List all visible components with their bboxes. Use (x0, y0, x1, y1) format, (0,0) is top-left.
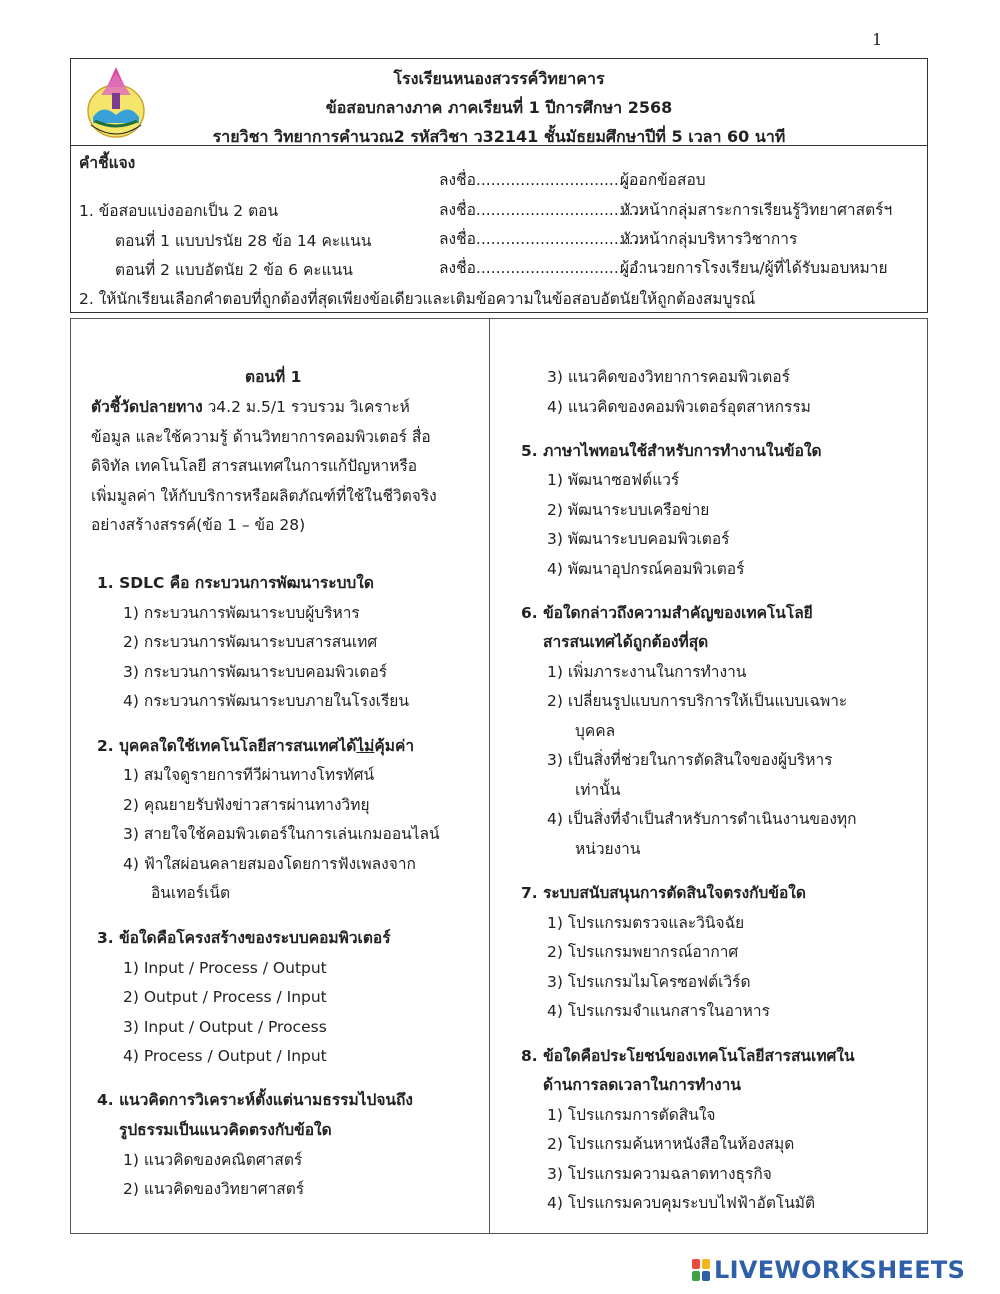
instructions-box (70, 145, 928, 313)
q5-option-3[interactable]: 3) พัฒนาระบบคอมพิวเตอร์ (547, 530, 730, 548)
q2-option-4-cont: อินเทอร์เน็ต (151, 884, 231, 902)
signature-role: หัวหน้ากลุ่มสาระการเรียนรู้วิทยาศาสตร์ฯ (620, 201, 893, 219)
q2-option-3[interactable]: 3) สายใจใช้คอมพิวเตอร์ในการเล่นเกมออนไลน์ (123, 825, 440, 843)
question-1: 1. SDLC คือ กระบวนการพัฒนาระบบใด (97, 574, 374, 592)
q2-option-4[interactable]: 4) ฟ้าใสผ่อนคลายสมองโดยการฟังเพลงจาก (123, 855, 416, 873)
q8-option-4[interactable]: 4) โปรแกรมควบคุมระบบไฟฟ้าอัตโนมัติ (547, 1194, 816, 1212)
q6-option-2-cont: บุคคล (575, 722, 616, 740)
q8-option-1[interactable]: 1) โปรแกรมการตัดสินใจ (547, 1106, 716, 1124)
q7-option-3[interactable]: 3) โปรแกรมไมโครซอฟต์เวิร์ด (547, 973, 751, 991)
question-2: 2. บุคคลใดใช้เทคโนโลยีสารสนเทศได้ไม่คุ้มค่า (97, 737, 415, 755)
liveworksheets-logo (692, 1256, 965, 1284)
q4-option-1[interactable]: 1) แนวคิดของคณิตศาสตร์ (123, 1151, 303, 1169)
q7-option-1[interactable]: 1) โปรแกรมตรวจและวินิจฉัย (547, 914, 745, 932)
column-divider (489, 319, 490, 1233)
q4-option-4[interactable]: 4) แนวคิดของคอมพิวเตอร์อุตสาหกรรม (547, 398, 811, 416)
question-3: 3. ข้อใดคือโครงสร้างของระบบคอมพิวเตอร์ (97, 929, 391, 947)
indicator-line: ข้อมูล และใช้ความรู้ ด้านวิทยาการคอมพิวเตอร์ สื่อ (91, 428, 431, 446)
q8-option-3[interactable]: 3) โปรแกรมความฉลาดทางธุรกิจ (547, 1165, 772, 1183)
instruction-part-2: ตอนที่ 2 แบบอัตนัย 2 ข้อ 6 คะแนน (115, 261, 353, 279)
q7-option-2[interactable]: 2) โปรแกรมพยากรณ์อากาศ (547, 943, 739, 961)
exam-title: ข้อสอบกลางภาค ภาคเรียนที่ 1 ปีการศึกษา 2568 (325, 98, 673, 117)
instruction-part-1: ตอนที่ 1 แบบปรนัย 28 ข้อ 14 คะแนน (115, 232, 372, 250)
question-4: 4. แนวคิดการวิเคราะห์ตั้งแต่นามธรรมไปจนถึง (97, 1091, 413, 1109)
q1-option-4[interactable]: 4) กระบวนการพัฒนาระบบภายในโรงเรียน (123, 692, 409, 710)
signature-role: ผู้อำนวยการโรงเรียน/ผู้ที่ได้รับมอบหมาย (620, 259, 888, 277)
q1-option-1[interactable]: 1) กระบวนการพัฒนาระบบผู้บริหาร (123, 604, 360, 622)
q4-option-2[interactable]: 2) แนวคิดของวิทยาศาสตร์ (123, 1180, 305, 1198)
signature-line: ลงชื่อ.................................. (439, 230, 644, 248)
q1-option-3[interactable]: 3) กระบวนการพัฒนาระบบคอมพิวเตอร์ (123, 663, 388, 681)
page-number: 1 (872, 30, 883, 49)
indicator-line: ตัวชี้วัดปลายทาง ว4.2 ม.5/1 รวบรวม วิเคราะห์ (91, 398, 410, 416)
instruction-2: 2. ให้นักเรียนเลือกคำตอบที่ถูกต้องที่สุดเพียงข้อเดียวและเติมข้อความในข้อสอบอัตนัยให้ถูกต้องสมบูรณ์ (79, 290, 756, 308)
questions-area (70, 318, 928, 1234)
q3-option-1[interactable]: 1) Input / Process / Output (123, 959, 327, 977)
indicator-line: ดิจิทัล เทคโนโลยี สารสนเทศในการแก้ปัญหาหรือ (91, 457, 418, 475)
q6-option-4-cont: หน่วยงาน (575, 840, 641, 858)
instructions-heading: คำชี้แจง (79, 154, 136, 172)
signature-line: ลงชื่อ.................................. (439, 201, 644, 219)
subject-line: รายวิชา วิทยาการคำนวณ2 รหัสวิชา ว32141 ชั้นมัธยมศึกษาปีที่ 5 เวลา 60 นาที (212, 127, 786, 146)
question-6: 6. ข้อใดกล่าวถึงความสำคัญของเทคโนโลยี (521, 604, 813, 622)
indicator-label: ตัวชี้วัดปลายทาง (91, 398, 203, 416)
exam-header (70, 58, 928, 146)
q6-option-2[interactable]: 2) เปลี่ยนรูปแบบการบริการให้เป็นแบบเฉพาะ (547, 692, 848, 710)
q5-option-4[interactable]: 4) พัฒนาอุปกรณ์คอมพิวเตอร์ (547, 560, 745, 578)
question-5: 5. ภาษาไพทอนใช้สำหรับการทำงานในข้อใด (521, 442, 822, 460)
q2-option-2[interactable]: 2) คุณยายรับฟังข่าวสารผ่านทางวิทยุ (123, 796, 370, 814)
q3-option-2[interactable]: 2) Output / Process / Input (123, 988, 327, 1006)
question-6-cont: สารสนเทศได้ถูกต้องที่สุด (543, 633, 709, 651)
liveworksheets-wordmark: LIVEWORKSHEETS (714, 1256, 966, 1284)
question-4-cont: รูปธรรมเป็นแนวคิดตรงกับข้อใด (119, 1121, 332, 1139)
part-title: ตอนที่ 1 (245, 368, 302, 386)
signature-line: ลงชื่อ.................................. (439, 171, 644, 189)
indicator-line: อย่างสร้างสรรค์(ข้อ 1 – ข้อ 28) (91, 516, 306, 534)
question-8: 8. ข้อใดคือประโยชน์ของเทคโนโลยีสารสนเทศใน (521, 1047, 855, 1065)
signature-role: ผู้ออกข้อสอบ (620, 171, 706, 189)
indicator-line: เพิ่มมูลค่า ให้กับบริการหรือผลิตภัณฑ์ที่ใช้ในชีวิตจริง (91, 487, 437, 505)
q5-option-2[interactable]: 2) พัฒนาระบบเครือข่าย (547, 501, 710, 519)
q6-option-4[interactable]: 4) เป็นสิ่งที่จำเป็นสำหรับการดำเนินงานของทุก (547, 810, 857, 828)
q7-option-4[interactable]: 4) โปรแกรมจำแนกสารในอาหาร (547, 1002, 770, 1020)
question-7: 7. ระบบสนับสนุนการตัดสินใจตรงกับข้อใด (521, 884, 806, 902)
q6-option-3[interactable]: 3) เป็นสิ่งที่ช่วยในการตัดสินใจของผู้บริหาร (547, 751, 833, 769)
instruction-1: 1. ข้อสอบแบ่งออกเป็น 2 ตอน (79, 202, 279, 220)
q6-option-1[interactable]: 1) เพิ่มภาระงานในการทำงาน (547, 663, 747, 681)
liveworksheets-mark-icon (692, 1259, 710, 1281)
signature-line: ลงชื่อ.................................. (439, 259, 644, 277)
q8-option-2[interactable]: 2) โปรแกรมค้นหาหนังสือในห้องสมุด (547, 1135, 795, 1153)
school-name: โรงเรียนหนองสวรรค์วิทยาคาร (393, 69, 605, 88)
q4-option-3[interactable]: 3) แนวคิดของวิทยาการคอมพิวเตอร์ (547, 368, 790, 386)
signature-role: หัวหน้ากลุ่มบริหารวิชาการ (620, 230, 798, 248)
q5-option-1[interactable]: 1) พัฒนาซอฟต์แวร์ (547, 471, 680, 489)
q6-option-3-cont: เท่านั้น (575, 781, 621, 799)
question-8-cont: ด้านการลดเวลาในการทำงาน (543, 1076, 741, 1094)
q3-option-4[interactable]: 4) Process / Output / Input (123, 1047, 327, 1065)
q3-option-3[interactable]: 3) Input / Output / Process (123, 1018, 327, 1036)
q1-option-2[interactable]: 2) กระบวนการพัฒนาระบบสารสนเทศ (123, 633, 378, 651)
q2-option-1[interactable]: 1) สมใจดูรายการทีวีผ่านทางโทรทัศน์ (123, 766, 375, 784)
